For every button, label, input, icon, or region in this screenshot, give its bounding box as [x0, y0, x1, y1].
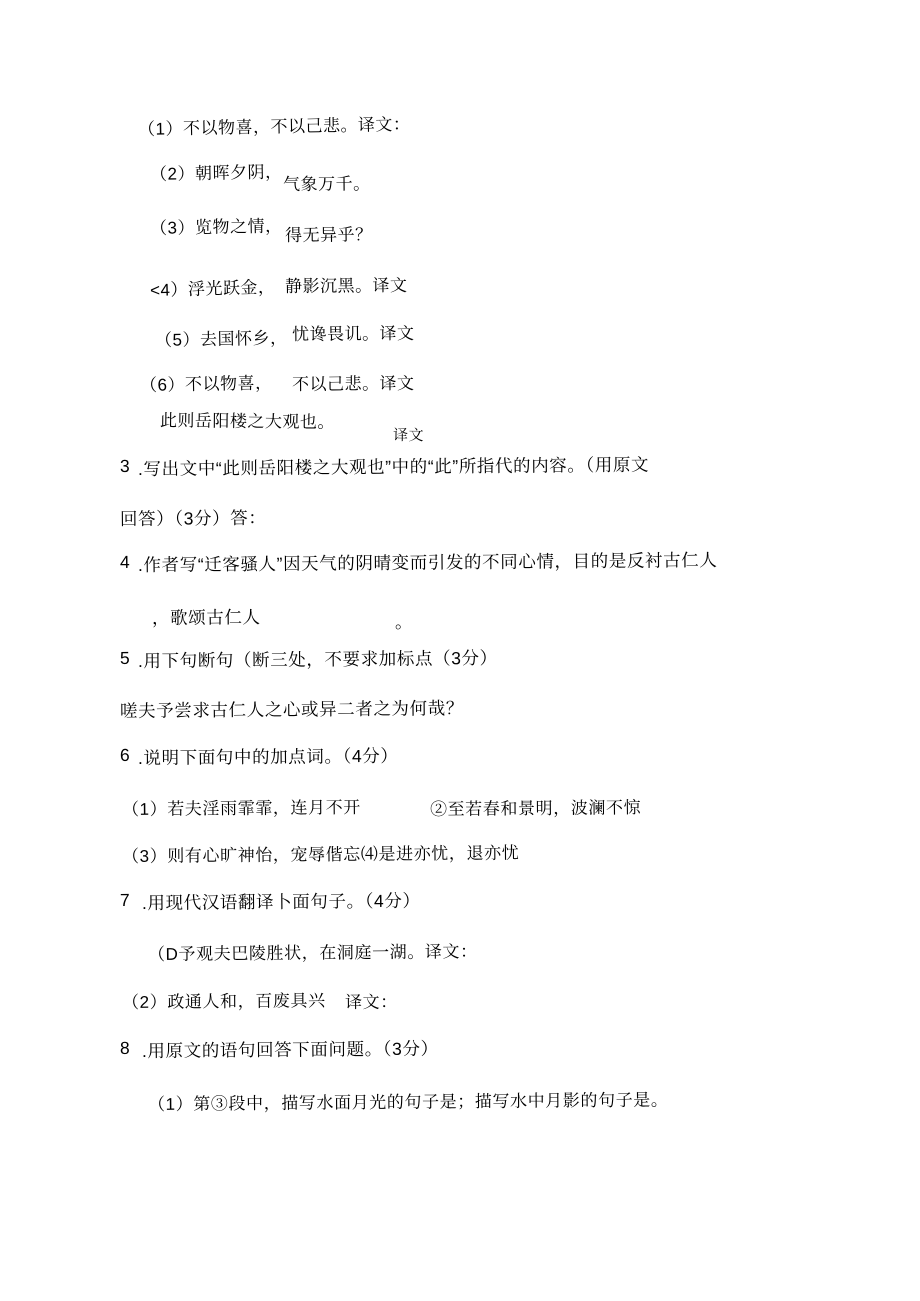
question-7-sub-1: （D予观夫巴陵胜状，在洞庭一湖。译文：	[147, 942, 478, 964]
translation-item-6-tail: 不以己悲。译文	[291, 373, 415, 394]
question-4-continuation: ，歌颂古仁人	[151, 607, 261, 628]
stray-line-tail: 译文	[392, 427, 425, 445]
question-5-continuation: 嗟夫予尝求古仁人之心或异二者之为何哉？	[119, 697, 464, 721]
translation-item-1: （1）不以物喜，不以己悲。译文：	[137, 114, 411, 139]
question-8-text: .用原文的语句回答下面问题。（3分）	[141, 1038, 439, 1061]
question-6-text: .说明下面句中的加点词。（4分）	[137, 745, 399, 768]
question-6-sub-2: ②至若春和景明，波澜不惊	[429, 798, 642, 819]
question-6-number: 6	[119, 744, 131, 765]
question-7-text: .用现代汉语翻译卜面句子。（4分）	[141, 890, 421, 913]
question-4-continuation-end: 。	[394, 611, 414, 632]
question-4-text: .作者写“迁客骚人”因天气的阴晴变而引发的不同心情，目的是反衬古仁人	[137, 549, 718, 575]
translation-item-5: （5）去国怀乡，	[154, 328, 288, 350]
question-6-sub-3: （3）则有心旷神怡，宠辱偕忘⑷是进亦忧，退亦忧	[121, 843, 520, 866]
question-7-sub-2: （2）政通人和，百废具兴	[121, 991, 326, 1012]
question-7-sub-3: 译文：	[344, 992, 398, 1012]
question-3-text: .写出文中“此则岳阳楼之大观也”中的“此”所指代的内容。（用原文	[137, 454, 650, 479]
question-4-number: 4	[119, 551, 131, 572]
translation-item-4-tail: 静影沉黑。译文	[284, 275, 408, 296]
question-5-number: 5	[119, 647, 131, 668]
translation-item-5-tail: 忧谗畏讥。译文	[291, 323, 415, 344]
stray-line: 此则岳阳楼之大观也。	[159, 411, 336, 432]
translation-item-6: （6）不以物喜，	[139, 373, 273, 395]
translation-item-2-tail: 气象万千。	[282, 174, 371, 194]
question-3-continuation: 回答）（3分）答：	[119, 507, 267, 529]
translation-item-4: <4）浮光跃金，	[149, 277, 276, 300]
question-5-text: .用下句断句（断三处，不要求加标点（3分）	[137, 647, 498, 671]
question-6-sub-1: （1）若夫淫雨霏霏，连月不开	[121, 797, 361, 819]
question-8-number: 8	[119, 1037, 131, 1058]
question-3-number: 3	[119, 455, 131, 476]
translation-item-3: （3）览物之情，	[149, 216, 283, 238]
translation-item-3-tail: 得无异乎？	[284, 225, 373, 245]
translation-item-2: （2）朝晖夕阴，	[149, 162, 283, 184]
question-8-sub-1: （1）第③段中，描写水面月光的句子是；描写水中月影的句子是。	[147, 1090, 669, 1114]
question-7-number: 7	[119, 889, 131, 910]
